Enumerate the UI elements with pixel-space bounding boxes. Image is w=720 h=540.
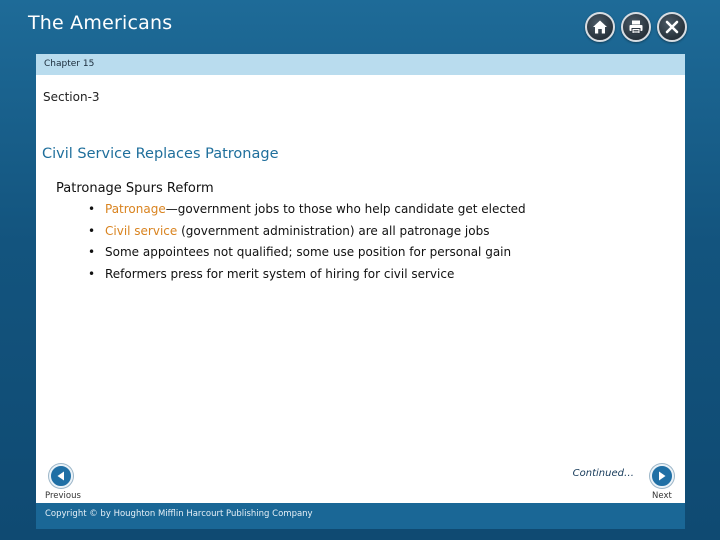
- bullet-list: [88, 202, 526, 289]
- next-label[interactable]: Next: [652, 491, 672, 501]
- key-term: Civil service: [105, 223, 178, 238]
- previous-label[interactable]: Previous: [45, 491, 81, 501]
- bullet-text: Reformers press for merit system of hiring for civil service: [105, 267, 455, 282]
- print-button[interactable]: [621, 12, 651, 42]
- footer-bar: [36, 503, 685, 529]
- bullet-item: [88, 267, 526, 289]
- slide-subheading: Patronage Spurs Reform: [56, 181, 214, 196]
- bullet-item: [88, 202, 526, 224]
- chapter-bar: [36, 54, 685, 75]
- bullet-item: [88, 245, 526, 267]
- bullet-text: —government jobs to those who help candidate get elected: [165, 202, 526, 216]
- next-button[interactable]: [650, 464, 674, 488]
- key-term: Patronage: [105, 202, 166, 216]
- bullet-text: Some appointees not qualified; some use position for personal gain: [105, 245, 512, 260]
- slide-content: [36, 75, 685, 503]
- printer-icon: [628, 19, 644, 35]
- arrow-left-icon: [55, 470, 67, 482]
- arrow-right-icon: [656, 470, 668, 482]
- app-title: The Americans: [28, 12, 173, 34]
- close-button[interactable]: [657, 12, 687, 42]
- bullet-text: (government administration) are all patronage jobs: [177, 223, 490, 238]
- home-button[interactable]: [585, 12, 615, 42]
- home-icon: [592, 19, 608, 35]
- slide-heading: Civil Service Replaces Patronage: [42, 146, 279, 162]
- copyright-text: Copyright © by Houghton Mifflin Harcourt Publishing Company: [45, 509, 313, 519]
- section-label: Section-3: [43, 90, 100, 104]
- previous-button[interactable]: [49, 464, 73, 488]
- chapter-label: Chapter 15: [44, 59, 95, 69]
- bullet-item: [88, 224, 526, 246]
- close-icon: [664, 19, 680, 35]
- continued-label: Continued…: [572, 468, 634, 479]
